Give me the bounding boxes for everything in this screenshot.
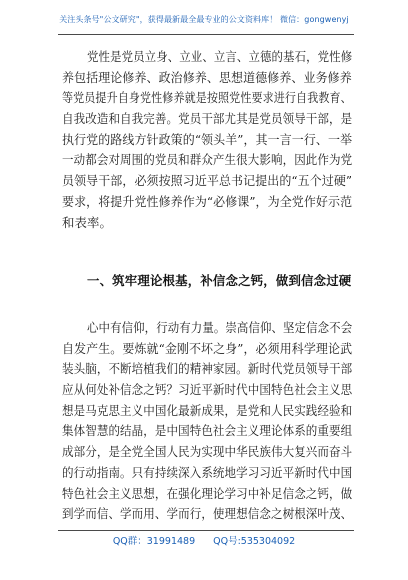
- header-divider: [58, 34, 354, 35]
- paragraph-line: 心中有信仰，行动有力量。崇高信仰、坚定信念不会: [87, 320, 353, 335]
- paragraph-line: 员领导干部，必须按照习近平总书记提出的“五个过硬”: [62, 173, 353, 189]
- section-heading: 一、筑牢理论根基，补信念之钙，做到信念过硬: [87, 273, 352, 288]
- paragraph-line: 想是马克思主义中国化最新成果，是党和人民实践经验和: [62, 402, 353, 418]
- paragraph-line: 自我改造和自我完善。党员干部尤其是党员领导干部，是: [62, 111, 353, 127]
- paragraph-line: 应从何处补信念之钙？习近平新时代中国特色社会主义思: [62, 382, 353, 398]
- paragraph-line: 和表率。: [62, 214, 112, 230]
- paragraph-line: 等党员提升自身党性修养就是按照党性要求进行自我教育、: [62, 90, 352, 106]
- paragraph-line: 成部分，是全党全国人民为实现中华民族伟大复兴而奋斗: [62, 444, 353, 460]
- paragraph-line: 党性是党员立身、立业、立言、立德的基石，党性修: [87, 49, 353, 64]
- qq-group-text: QQ群：31991489: [112, 536, 196, 547]
- footer-contact: [0, 536, 408, 548]
- paragraph-line: 装头脑，不断培植我们的精神家园。新时代党员领导干部: [62, 361, 353, 377]
- paragraph-line: 自发产生。要炼就“金刚不坏之身”，必须用科学理论武: [62, 340, 353, 356]
- paragraph-line: 养包括理论修养、政治修养、思想道德修养、业务修养: [62, 69, 352, 85]
- paragraph-line: 执行党的路线方针政策的“领头羊”，其一言一行、一举: [62, 131, 353, 147]
- footer-divider: [58, 530, 354, 531]
- paragraph-line: 的行动指南。只有持续深入系统地学习习近平新时代中国: [62, 464, 353, 480]
- paragraph-line: 要求，将提升党性修养作为“必修课”，为全党作好示范: [62, 193, 353, 209]
- paragraph-line: 特色社会主义思想，在强化理论学习中补足信念之钙，做: [62, 485, 353, 501]
- header-banner: 关注头条号"公文研究"，获得最新最全最专业的公文资料库！ 微信：gongwenyj: [59, 15, 349, 24]
- paragraph-line: 到学而信、学而用、学而行，使理想信念之树根深叶茂、: [62, 506, 353, 522]
- section-paragraph: [62, 318, 352, 525]
- qq-number-text: QQ号:535304092: [213, 536, 296, 547]
- intro-paragraph: [62, 47, 352, 233]
- paragraph-line: 集体智慧的结晶，是中国特色社会主义理论体系的重要组: [62, 423, 353, 439]
- paragraph-line: 一动都会对周围的党员和群众产生很大影响，因此作为党: [62, 152, 353, 168]
